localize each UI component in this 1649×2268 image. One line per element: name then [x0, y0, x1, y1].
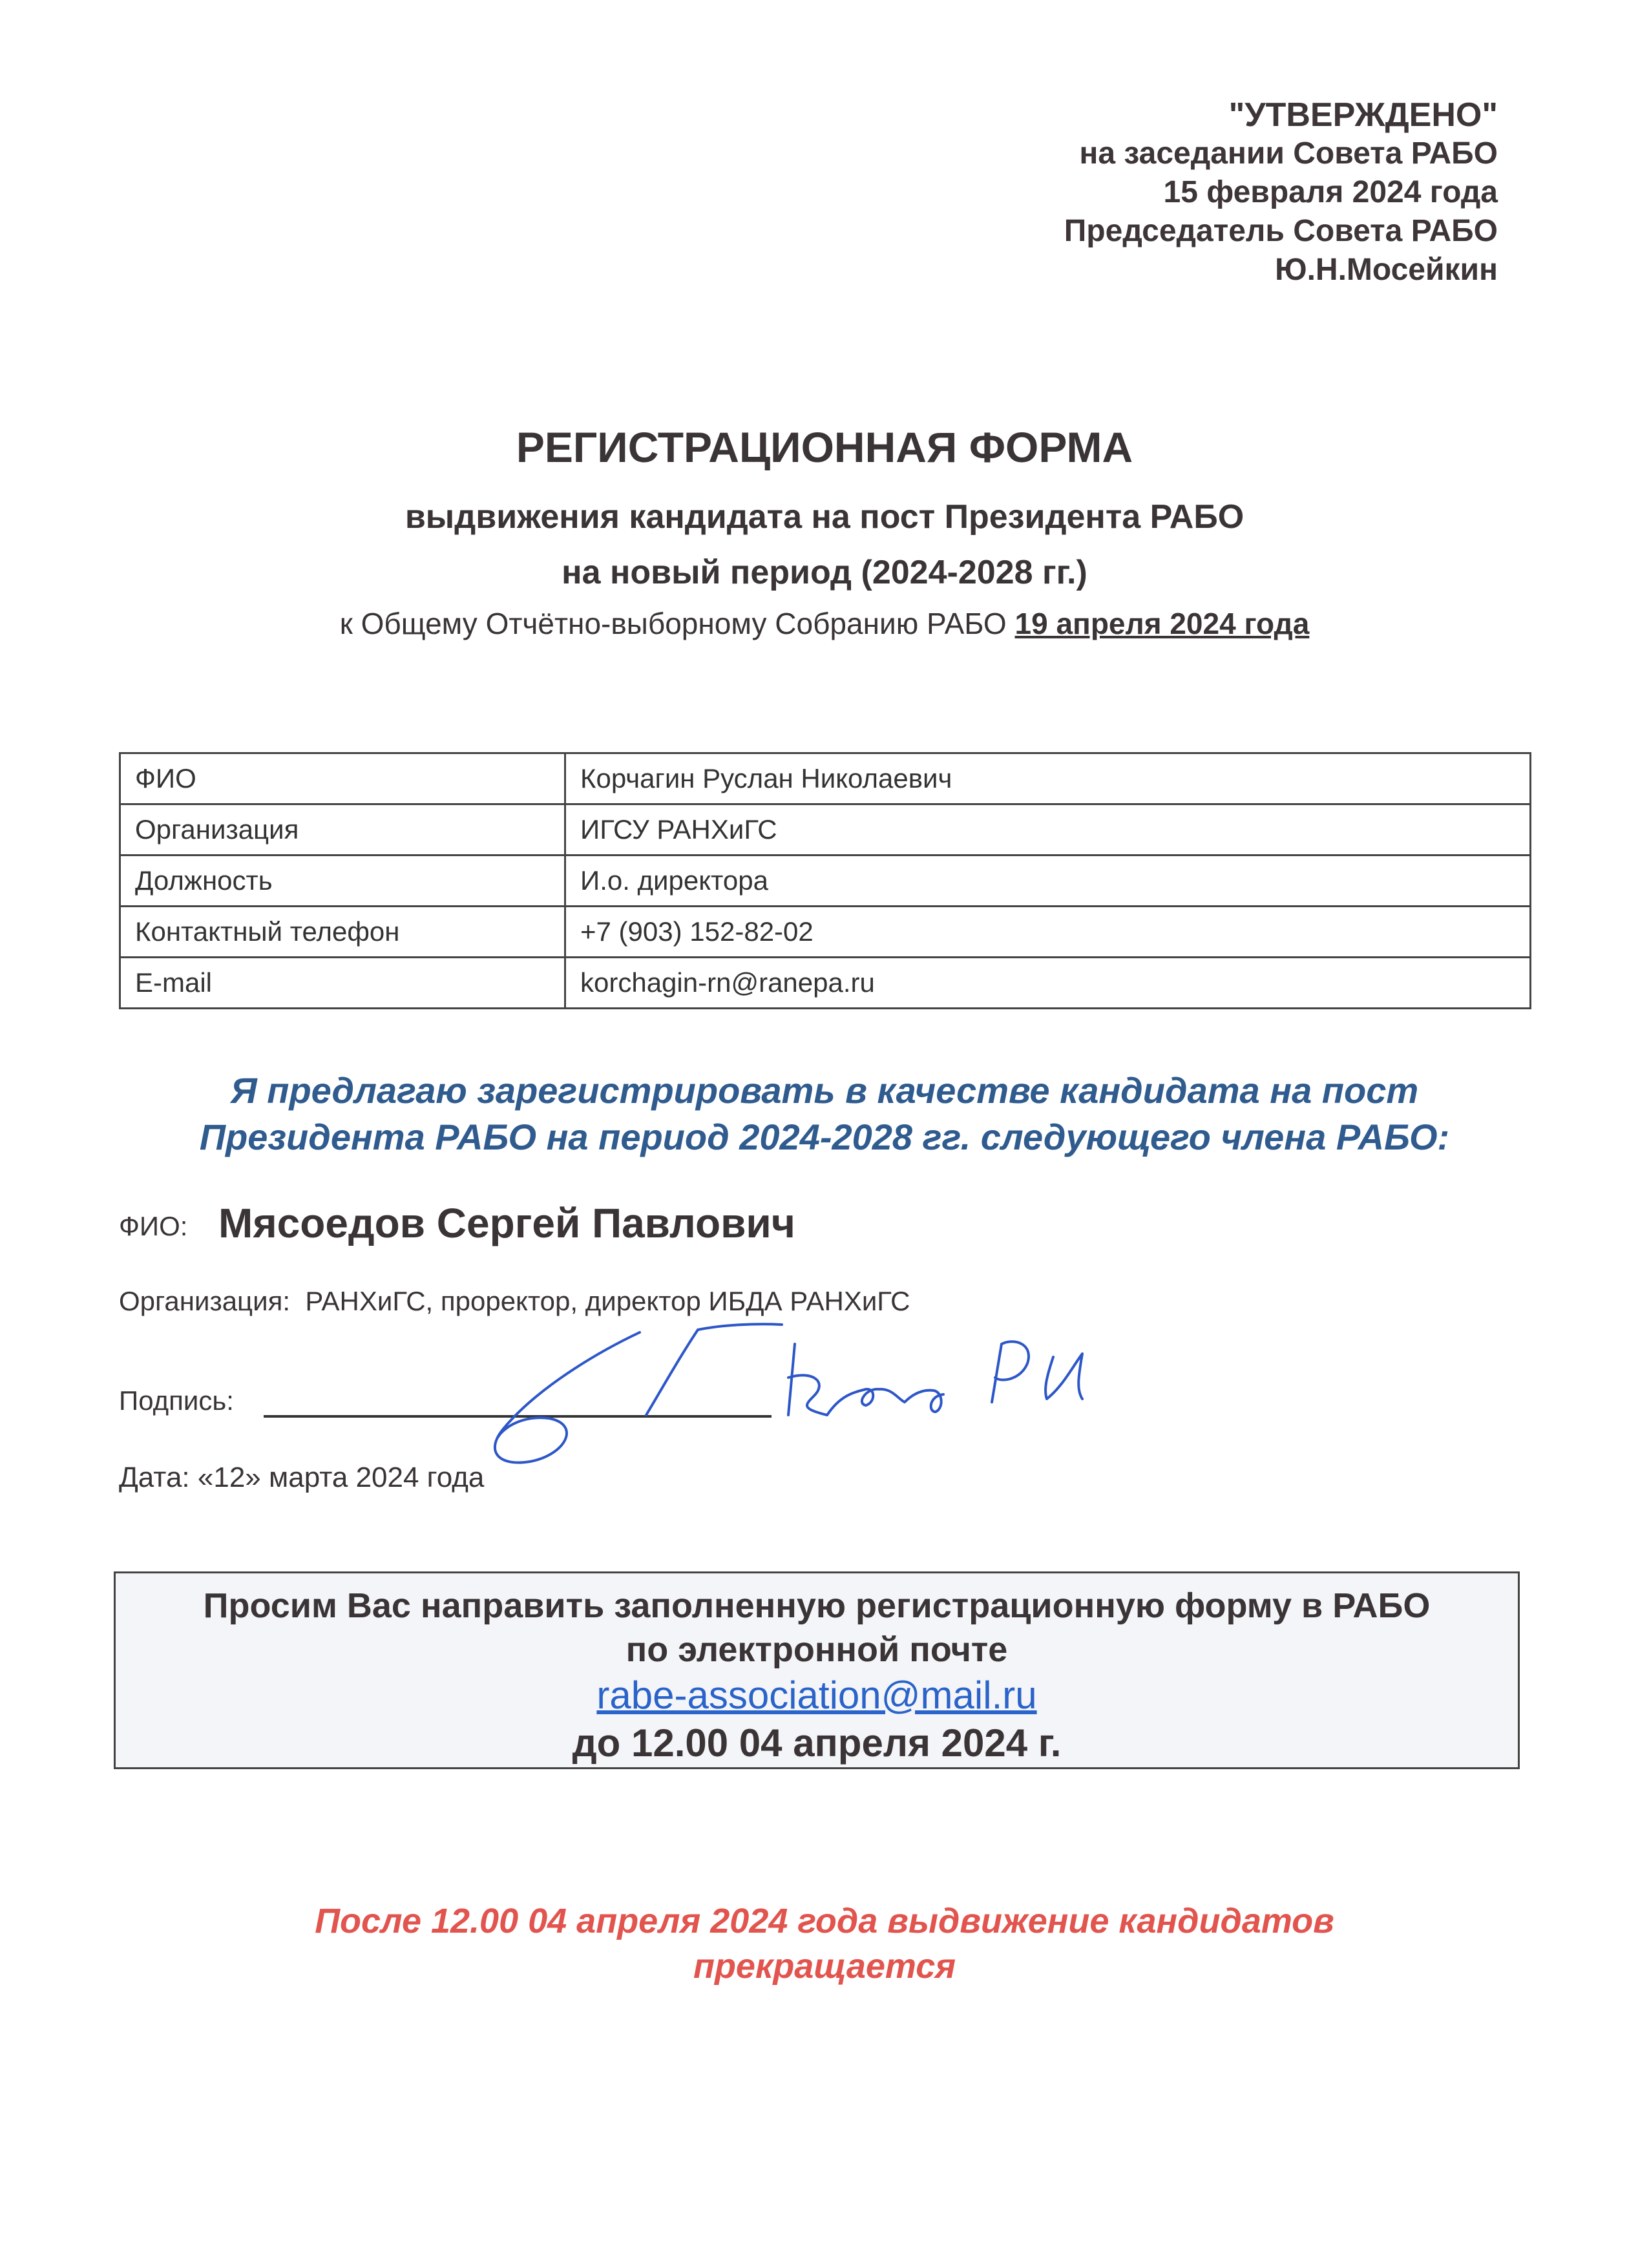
- signature-stroke: [1045, 1354, 1082, 1399]
- handwritten-signature: [452, 1318, 1098, 1473]
- proposal-line-2: Президента РАБО на период 2024-2028 гг. следующего члена РАБО:: [199, 1117, 1450, 1157]
- row-label: ФИО: [120, 753, 565, 804]
- signature-stroke: [788, 1344, 943, 1415]
- meeting-date: 19 апреля 2024 года: [1014, 607, 1310, 640]
- notice-line-2: по электронной почте: [625, 1630, 1008, 1669]
- approval-stamp: "УТВЕРЖДЕНО": [1228, 96, 1498, 134]
- row-value: И.о. директора: [565, 856, 1531, 907]
- table-row: [120, 856, 1531, 907]
- signature-stroke: [646, 1330, 698, 1415]
- approval-chair-name: Ю.Н.Мосейкин: [1275, 253, 1498, 287]
- row-label: Должность: [120, 856, 565, 907]
- row-label: Контактный телефон: [120, 907, 565, 958]
- notice-line-1: Просим Вас направить заполненную регистрационную форму в РАБО: [203, 1586, 1431, 1625]
- final-notice: [0, 1898, 1649, 1989]
- final-notice-line-1: После 12.00 04 апреля 2024 года выдвижение кандидатов: [315, 1902, 1334, 1940]
- table-row: [120, 907, 1531, 958]
- notice-deadline: до 12.00 04 апреля 2024 г.: [572, 1721, 1062, 1765]
- row-value: korchagin-rn@ranepa.ru: [565, 958, 1531, 1009]
- table-row: [120, 958, 1531, 1009]
- handwritten-name: Корчагин Р.И.: [1082, 1467, 1092, 1469]
- approval-meeting: на заседании Совета РАБО: [1079, 136, 1498, 171]
- form-period: на новый период (2024-2028 гг.): [562, 554, 1087, 591]
- signature-label: Подпись:: [119, 1385, 234, 1416]
- row-value: ИГСУ РАНХиГС: [565, 804, 1531, 856]
- row-value: Корчагин Руслан Николаевич: [565, 753, 1531, 804]
- approval-block: [1064, 96, 1498, 289]
- date-line: Дата: «12» марта 2024 года: [119, 1462, 485, 1493]
- nominator-table: [119, 752, 1531, 1009]
- proposal-statement: [0, 1067, 1649, 1160]
- proposal-line-1: Я предлагаю зарегистрировать в качестве кандидата на пост: [230, 1070, 1419, 1111]
- candidate-org-line: [119, 1286, 910, 1317]
- form-subtitle: выдвижения кандидата на пост Президента РАБО: [404, 498, 1245, 536]
- approval-date: 15 февраля 2024 года: [1163, 175, 1498, 209]
- candidate-org: РАНХиГС, проректор, директор ИБДА РАНХиГС: [305, 1286, 910, 1316]
- meeting-line-prefix: к Общему Отчётно-выборному Собранию РАБО: [339, 607, 1007, 640]
- candidate-fio-label: ФИО:: [119, 1211, 188, 1241]
- final-notice-line-2: прекращается: [693, 1947, 956, 1986]
- row-label: E-mail: [120, 958, 565, 1009]
- form-title: РЕГИСТРАЦИОННАЯ ФОРМА: [516, 423, 1133, 471]
- signature-stroke: [992, 1341, 1029, 1402]
- table-row: [120, 753, 1531, 804]
- signature-stroke: [495, 1332, 640, 1462]
- meeting-line: [0, 606, 1649, 641]
- approval-chair-title: Председатель Совета РАБО: [1064, 214, 1498, 248]
- email-link[interactable]: rabe-association@mail.ru: [596, 1674, 1037, 1717]
- table-row: [120, 804, 1531, 856]
- row-label: Организация: [120, 804, 565, 856]
- candidate-org-label: Организация:: [119, 1286, 290, 1316]
- submission-notice-box: [114, 1571, 1520, 1769]
- row-value: +7 (903) 152-82-02: [565, 907, 1531, 958]
- candidate-fio: Мясоедов Сергей Павлович: [218, 1200, 795, 1246]
- signature-stroke: [698, 1324, 782, 1330]
